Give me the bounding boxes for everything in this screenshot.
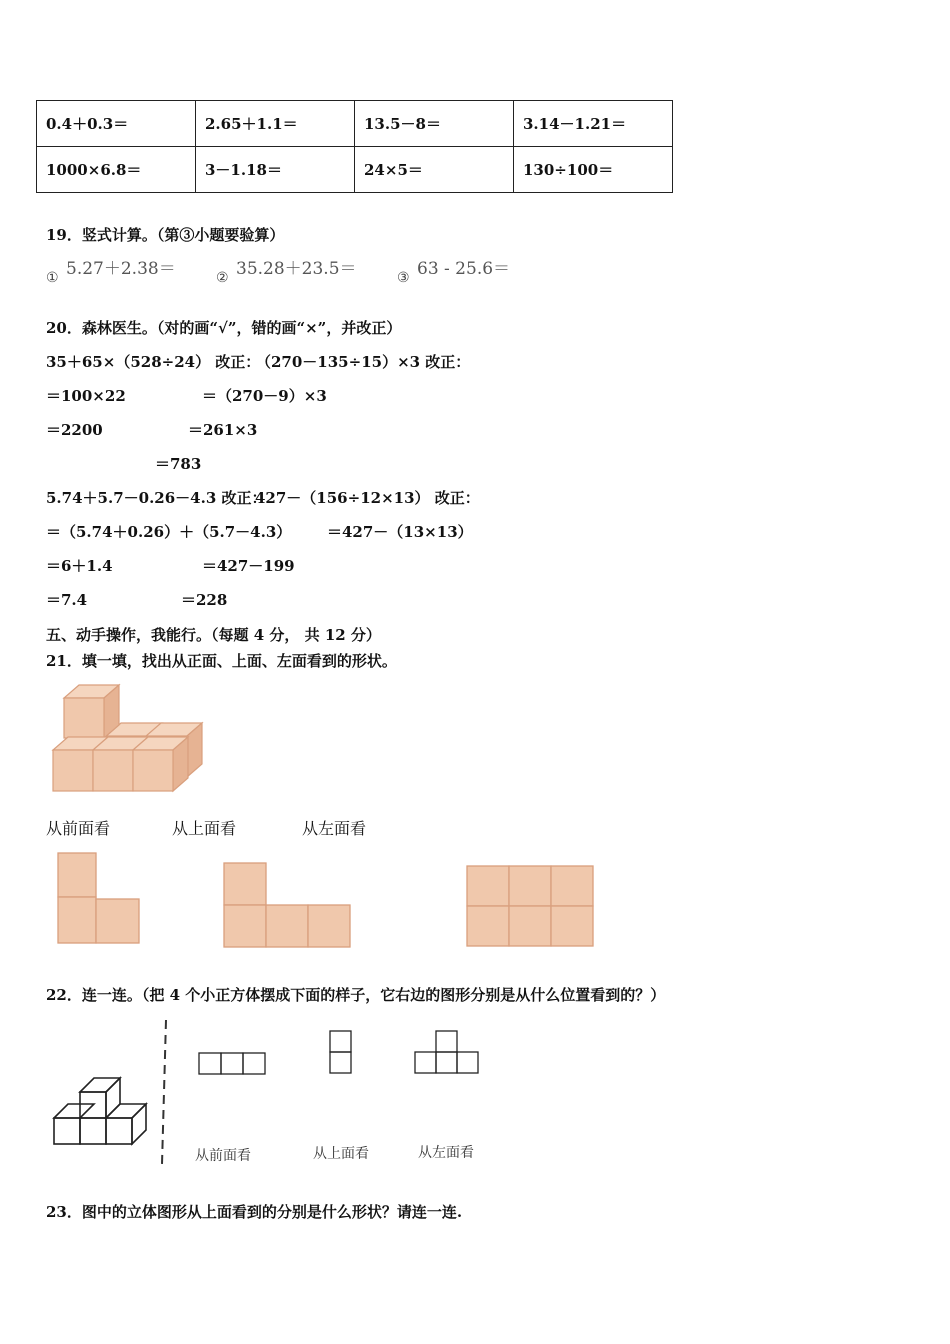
q23-title: 23．图中的立体图形从上面看到的分别是什么形状？请连一连.: [46, 1203, 463, 1221]
table-cell: 13.5－8＝: [355, 101, 514, 147]
table-cell: 3.14－1.21＝: [514, 101, 673, 147]
table-cell: 2.65＋1.1＝: [196, 101, 355, 147]
table-cell: 24×5＝: [355, 147, 514, 193]
q20-left1-line: ＝2200: [46, 421, 103, 439]
cube-stack-figure: [46, 680, 206, 794]
table-cell: 1000×6.8＝: [37, 147, 196, 193]
view-shape-1: [56, 851, 142, 945]
q22-label-left: 从左面看: [418, 1145, 474, 1161]
q21-title: 21．填一填，找出从正面、上面、左面看到的形状。: [46, 652, 397, 670]
q20-title: 20．森林医生。（对的画“√”，错的画“×”，并改正）: [46, 319, 402, 337]
calc-table: [36, 100, 673, 193]
item-marker: ①: [46, 270, 59, 286]
q20-left2-line: 5.74＋5.7－0.26－4.3 改正：: [46, 489, 267, 507]
item-marker: ③: [397, 270, 410, 286]
q20-left1-line: ＝100×22: [46, 387, 126, 405]
item-expression: 63 - 25.6＝: [417, 259, 511, 279]
q22-label-top: 从上面看: [313, 1146, 369, 1162]
view-shape-3: [465, 864, 595, 948]
q20-left2-line: ＝6＋1.4: [46, 557, 113, 575]
q22-title: 22．连一连。（把 4 个小正方体摆成下面的样子，它右边的图形分别是从什么位置看到的？）: [46, 986, 666, 1004]
q20-right2-line: ＝427－（13×13）: [327, 523, 473, 541]
q20-right2-line: 427－（156÷12×13） 改正：: [255, 489, 480, 507]
q20-right1-line: ＝783: [155, 455, 202, 473]
q19-title: 19．竖式计算。（第③小题要验算）: [46, 226, 285, 244]
q20-left1-line: 35＋65×（528÷24） 改正：: [46, 353, 261, 371]
q20-right1-line: ＝（270－9）×3: [202, 387, 327, 405]
item-expression: 5.27＋2.38＝: [66, 259, 176, 279]
section-title: 五、动手操作，我能行。（每题 4 分， 共 12 分）: [46, 626, 381, 644]
q21-label-front: 从前面看: [46, 819, 111, 838]
q20-left2-line: ＝7.4: [46, 591, 88, 609]
q22-label-front: 从前面看: [195, 1148, 251, 1164]
item-expression: 35.28＋23.5＝: [236, 259, 357, 279]
table-cell: 3－1.18＝: [196, 147, 355, 193]
table-row: [37, 101, 673, 147]
q20-right2-line: ＝427－199: [202, 557, 295, 575]
table-cell: 130÷100＝: [514, 147, 673, 193]
q20-left2-line: ＝（5.74＋0.26）＋（5.7－4.3）: [46, 523, 292, 541]
q21-label-top: 从上面看: [172, 819, 237, 838]
q20-right1-line: ＝261×3: [188, 421, 258, 439]
q20-right2-line: ＝228: [181, 591, 228, 609]
view-shape-2: [222, 861, 352, 949]
table-cell: 0.4＋0.3＝: [37, 101, 196, 147]
item-marker: ②: [216, 270, 229, 286]
table-row: [37, 147, 673, 193]
q21-label-left: 从左面看: [302, 819, 367, 838]
q20-right1-line: （270－135÷15）×3 改正：: [256, 353, 471, 371]
